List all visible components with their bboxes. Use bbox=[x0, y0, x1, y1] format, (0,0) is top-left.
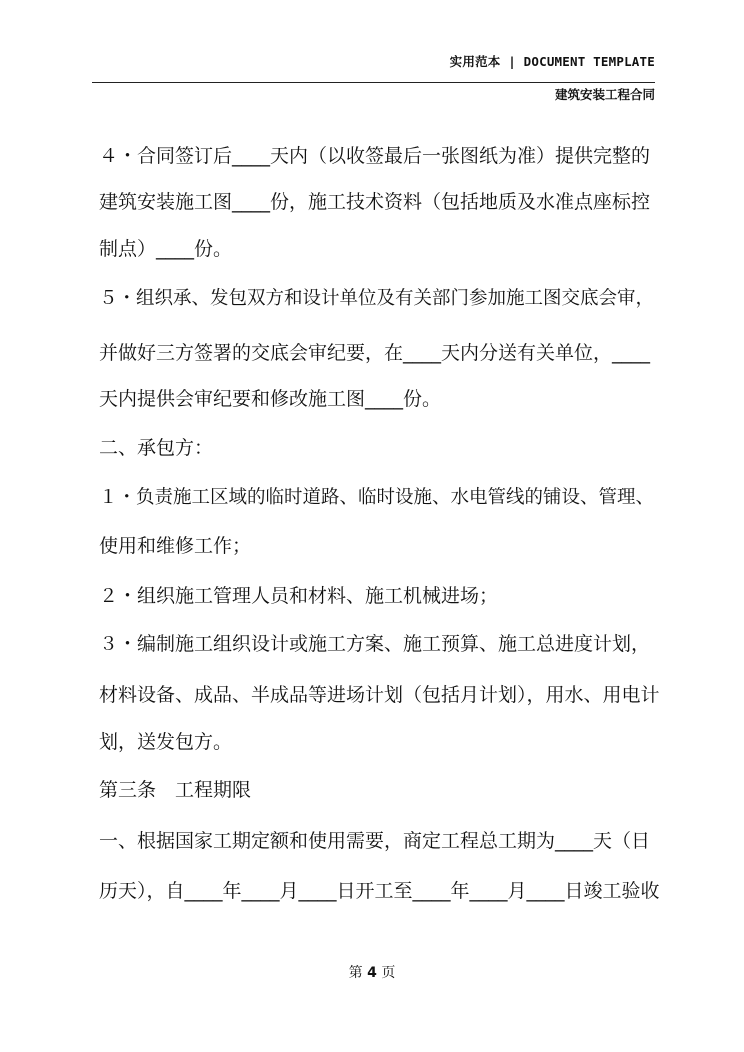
body-line: 建筑安装施工图____份，施工技术资料（包括地质及水准点座标控 bbox=[99, 191, 651, 213]
body-line: 一、根据国家工期定额和使用需要，商定工程总工期为____天（日 bbox=[99, 830, 651, 852]
body-line: ３・编制施工组织设计或施工方案、施工预算、施工总进度计划， bbox=[99, 633, 651, 655]
section-heading: 二、承包方： bbox=[99, 437, 214, 459]
page-footer bbox=[0, 962, 744, 982]
header-rule bbox=[92, 82, 655, 83]
page-header bbox=[92, 52, 655, 102]
body-line: 并做好三方签署的交底会审纪要，在____天内分送有关单位，____ bbox=[99, 342, 651, 364]
page-prefix: 第 bbox=[348, 965, 363, 981]
article-heading: 第三条 工程期限 bbox=[99, 779, 252, 801]
body-line: 使用和维修工作； bbox=[99, 535, 252, 557]
page-number: 4 bbox=[367, 965, 377, 981]
body-line: 材料设备、成品、半成品等进场计划（包括月计划），用水、用电计 bbox=[99, 684, 660, 706]
body-line: ４・合同签订后____天内（以收签最后一张图纸为准）提供完整的 bbox=[99, 145, 651, 167]
body-line: 划，送发包方。 bbox=[99, 731, 233, 753]
body-line: ２・组织施工管理人员和材料、施工机械进场； bbox=[99, 585, 499, 607]
body-line: 制点）____份。 bbox=[99, 238, 233, 260]
body-line: 历天），自____年____月____日开工至____年____月____日竣工验收 bbox=[99, 880, 660, 902]
page-suffix: 页 bbox=[381, 965, 396, 981]
header-label: 实用范本 | DOCUMENT TEMPLATE bbox=[449, 54, 655, 69]
body-line: １・负责施工区域的临时道路、临时设施、水电管线的铺设、管理、 bbox=[99, 487, 655, 508]
document-title: 建筑安装工程合同 bbox=[554, 87, 655, 102]
body-line: 天内提供会审纪要和修改施工图____份。 bbox=[99, 388, 442, 410]
body-line: ５・组织承、发包双方和设计单位及有关部门参加施工图交底会审， bbox=[99, 288, 655, 309]
